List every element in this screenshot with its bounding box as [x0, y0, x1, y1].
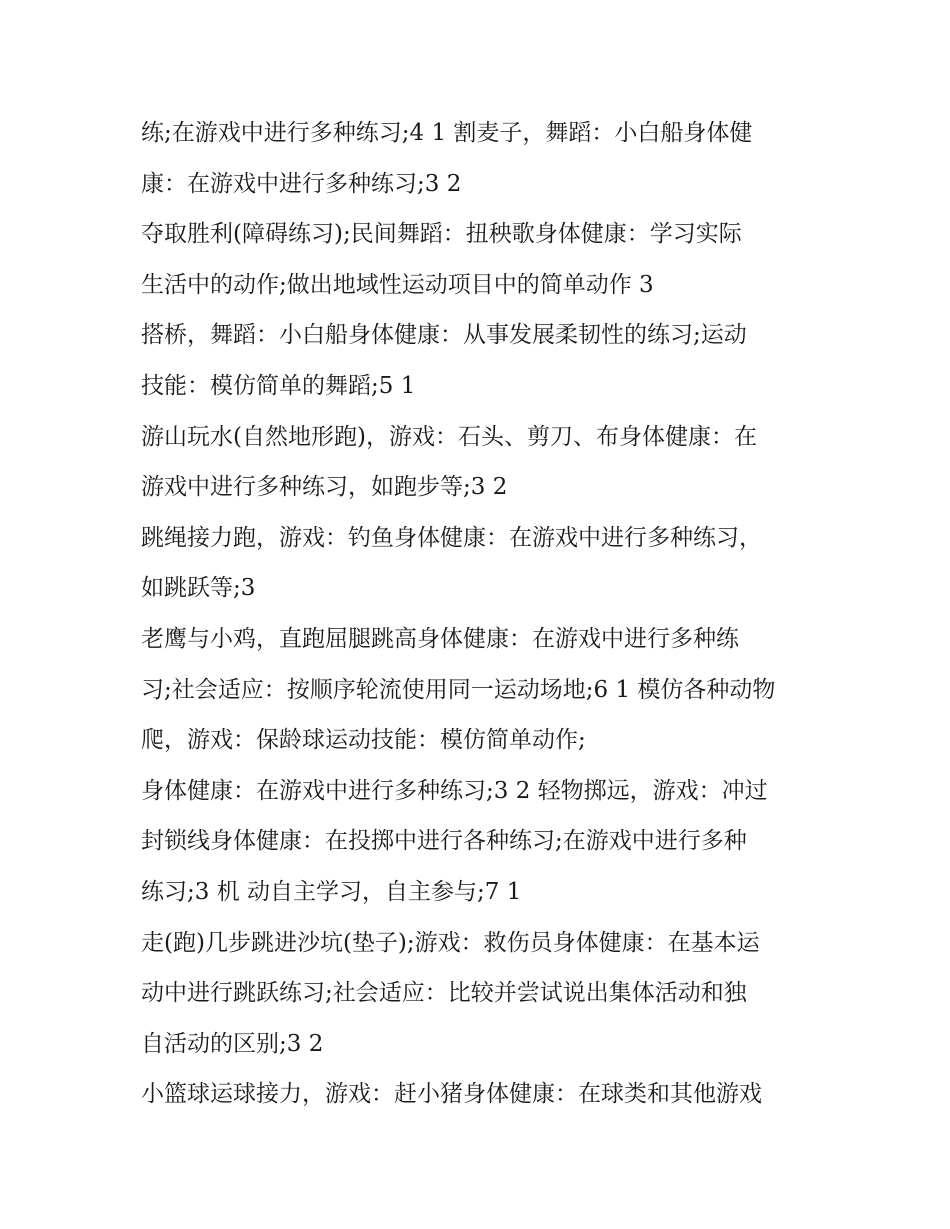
text-line-5: 搭桥，舞蹈：小白船身体健康：从事发展柔韧性的练习;运动	[141, 322, 747, 349]
text-line-14: 身体健康：在游戏中进行多种练习;3 2 轻物掷远，游戏：冲过	[141, 777, 768, 804]
text-line-13: 爬，游戏：保龄球运动技能：模仿简单动作;	[141, 727, 586, 754]
text-line-4: 生活中的动作;做出地域性运动项目中的简单动作 3	[141, 271, 654, 298]
text-line-20: 小篮球运球接力，游戏：赶小猪身体健康：在球类和其他游戏	[141, 1081, 762, 1108]
text-line-11: 老鹰与小鸡，直跑屈腿跳高身体健康：在游戏中进行多种练	[141, 625, 739, 652]
text-line-7: 游山玩水(自然地形跑)，游戏：石头、剪刀、布身体健康：在	[141, 423, 757, 450]
text-line-2: 康：在游戏中进行多种练习;3 2	[141, 170, 462, 197]
text-line-10: 如跳跃等;3	[141, 575, 256, 602]
text-line-12: 习;社会适应：按顺序轮流使用同一运动场地;6 1 模仿各种动物	[141, 676, 776, 703]
text-line-8: 游戏中进行多种练习，如跑步等;3 2	[141, 474, 508, 501]
document-body	[141, 108, 841, 1120]
text-line-19: 自活动的区别;3 2	[141, 1030, 324, 1057]
text-line-18: 动中进行跳跃练习;社会适应：比较并尝试说出集体活动和独	[141, 980, 747, 1007]
text-line-15: 封锁线身体健康：在投掷中进行各种练习;在游戏中进行多种	[141, 828, 747, 855]
text-line-9: 跳绳接力跑，游戏：钓鱼身体健康：在游戏中进行多种练习，	[141, 524, 762, 551]
text-line-6: 技能：模仿简单的舞蹈;5 1	[141, 372, 416, 399]
text-line-17: 走(跑)几步跳进沙坑(垫子);游戏：救伤员身体健康：在基本运	[141, 929, 760, 956]
text-line-16: 练习;3 机 动自主学习，自主参与;7 1	[141, 878, 522, 905]
text-line-1: 练;在游戏中进行多种练习;4 1 割麦子，舞蹈：小白船身体健	[141, 120, 753, 146]
text-line-3: 夺取胜利(障碍练习);民间舞蹈：扭秧歌身体健康：学习实际	[141, 221, 742, 248]
